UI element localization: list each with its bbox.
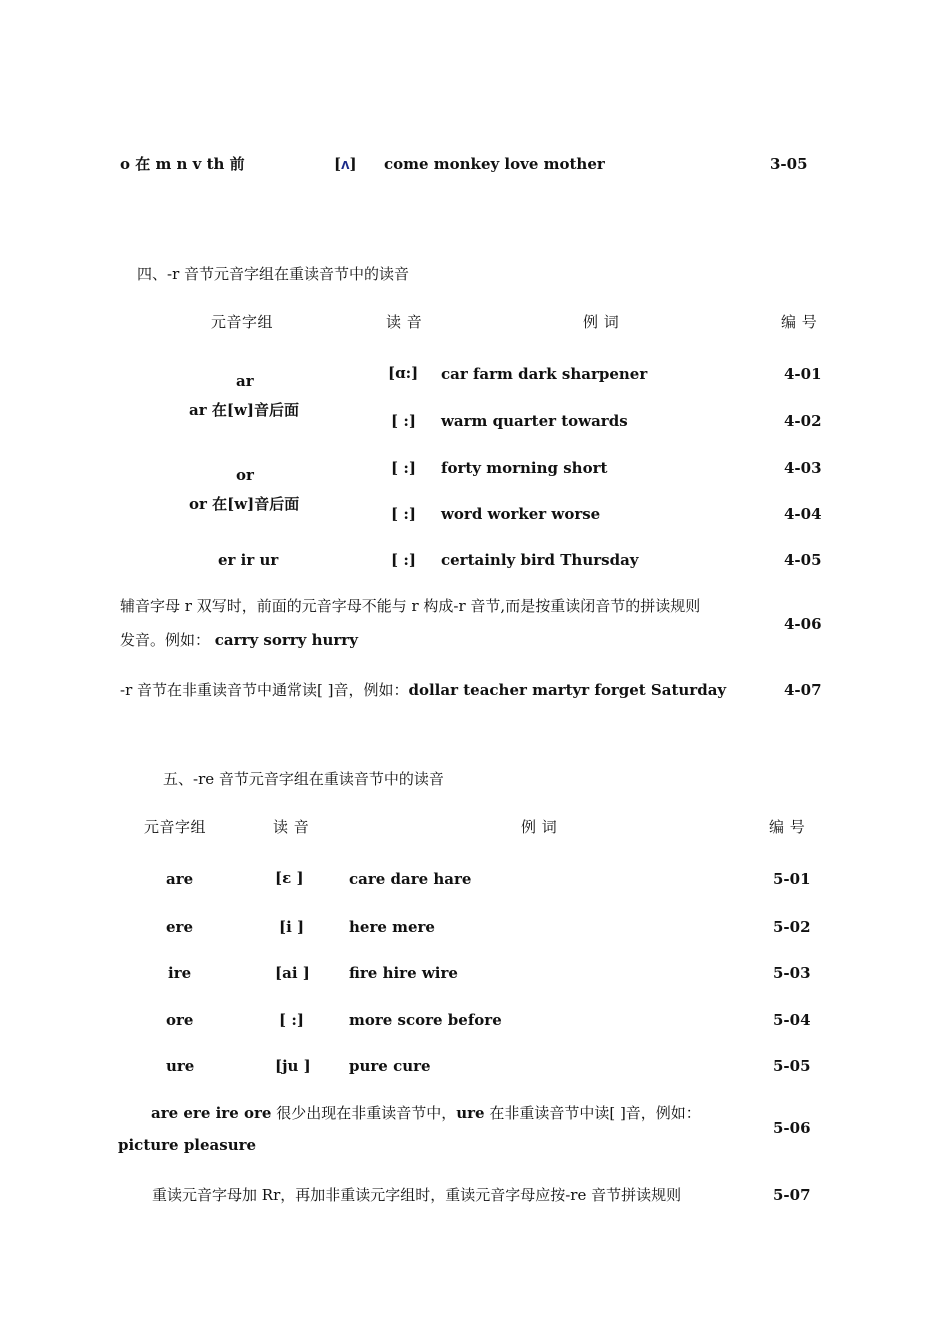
code-4-02: 4-02 (784, 412, 822, 430)
code-4-05: 4-05 (784, 551, 822, 569)
examples-4-05: certainly bird Thursday (441, 551, 639, 569)
group-ure: ure (166, 1057, 195, 1075)
sound-4-02: [ :] (391, 412, 416, 430)
section4-title: 四、-r 音节元音字组在重读音节中的读音 (137, 265, 410, 283)
sound-4-03: [ :] (391, 459, 416, 477)
group-ire: ire (168, 964, 192, 982)
group-er-ir-ur: er ir ur (218, 551, 279, 569)
group-ar-after-w: ar 在[w]音后面 (189, 401, 299, 419)
sound-5-02: [i ] (279, 918, 305, 936)
sound-4-04: [ :] (391, 505, 416, 523)
section4-header-group: 元音字组 (211, 313, 274, 331)
code-4-07: 4-07 (784, 681, 822, 699)
examples-5-04: more score before (349, 1011, 502, 1029)
sound-4-05: [ :] (391, 551, 416, 569)
code-4-01: 4-01 (784, 365, 822, 383)
sound-5-03: [ai ] (275, 964, 310, 982)
section5-header-sound: 读 音 (273, 818, 310, 836)
section5-header-group: 元音字组 (144, 818, 207, 836)
examples-3-05: come monkey love mother (384, 155, 605, 173)
note-4-06-line1: 辅音字母 r 双写时，前面的元音字母不能与 r 构成-r 音节,而是按重读闭音节的拼读规则 (120, 597, 701, 615)
code-5-01: 5-01 (773, 870, 811, 888)
rule-3-05: o 在 m n v th 前 (120, 155, 245, 173)
group-or-after-w: or 在[w]音后面 (189, 495, 300, 513)
section4-header-code: 编 号 (781, 313, 818, 331)
examples-5-02: here mere (349, 918, 435, 936)
phonetic-3-05: [ʌ] (334, 155, 357, 173)
sound-5-04: [ :] (279, 1011, 304, 1029)
code-4-03: 4-03 (784, 459, 822, 477)
sound-4-01: [ɑ:] (388, 364, 419, 382)
section5-title: 五、-re 音节元音字组在重读音节中的读音 (163, 770, 444, 788)
code-3-05: 3-05 (770, 155, 808, 173)
group-or: or (236, 466, 254, 484)
code-5-05: 5-05 (773, 1057, 811, 1075)
code-5-07: 5-07 (773, 1186, 811, 1204)
examples-5-05: pure cure (349, 1057, 431, 1075)
examples-4-03: forty morning short (441, 459, 608, 477)
group-ar: ar (236, 372, 254, 390)
section5-header-code: 编 号 (769, 818, 806, 836)
code-5-06: 5-06 (773, 1119, 811, 1137)
group-are: are (166, 870, 194, 888)
examples-4-02: warm quarter towards (441, 412, 628, 430)
code-5-03: 5-03 (773, 964, 811, 982)
code-4-04: 4-04 (784, 505, 822, 523)
examples-5-03: fire hire wire (349, 964, 458, 982)
group-ore: ore (166, 1011, 194, 1029)
note-5-07: 重读元音字母加 Rr，再加非重读元字组时，重读元音字母应按-re 音节拼读规则 (152, 1186, 682, 1204)
examples-4-04: word worker worse (441, 505, 601, 523)
code-4-06: 4-06 (784, 615, 822, 633)
group-ere: ere (166, 918, 193, 936)
section4-header-examples: 例 词 (583, 313, 620, 331)
sound-5-05: [ju ] (275, 1057, 311, 1075)
note-5-06-line2: picture pleasure (118, 1136, 257, 1154)
caret-symbol: ʌ (341, 156, 350, 173)
section4-header-sound: 读 音 (386, 313, 423, 331)
examples-4-01: car farm dark sharpener (441, 365, 648, 383)
sound-5-01: [ɛ ] (275, 869, 304, 887)
note-4-06-line2: 发音。例如： carry sorry hurry (120, 631, 358, 649)
code-5-02: 5-02 (773, 918, 811, 936)
examples-5-01: care dare hare (349, 870, 472, 888)
code-5-04: 5-04 (773, 1011, 811, 1029)
note-5-06-line1: are ere ire ore 很少出现在非重读音节中，ure 在非重读音节中读[ ]音，例如： (151, 1104, 701, 1122)
note-4-07: -r 音节在非重读音节中通常读[ ]音，例如：dollar teacher martyr forget Saturday (120, 681, 727, 699)
section5-header-examples: 例 词 (521, 818, 558, 836)
